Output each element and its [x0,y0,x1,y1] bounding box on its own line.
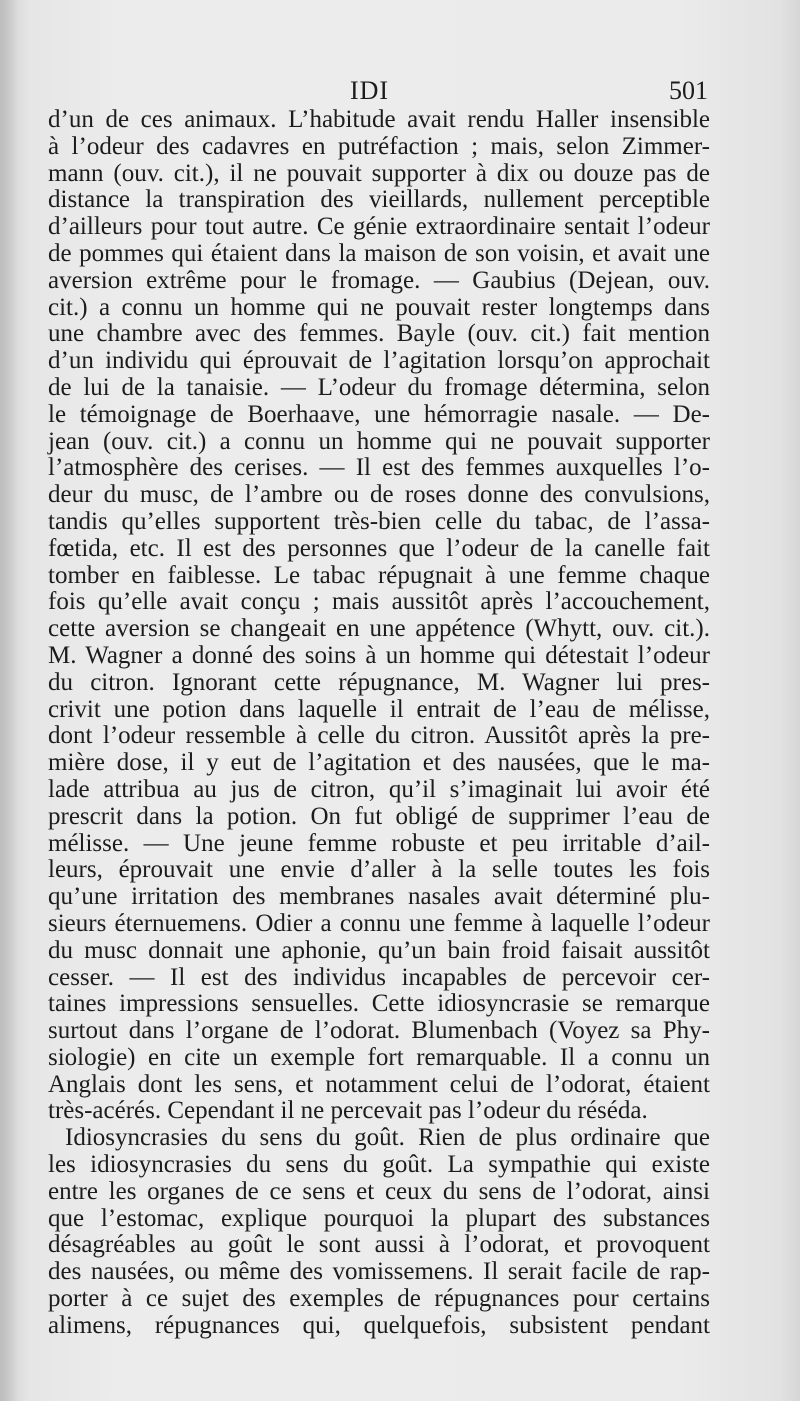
text-line: très-acérés. Cependant il ne percevait pas l’odeur du réséda. [48,1097,648,1125]
text-line: dont l’odeur ressemble à celle du citron. Aussitôt après la pre- [48,722,710,750]
text-line: tandis qu’elles supportent très-bien celle du tabac, de l’assa- [48,507,710,535]
text-line: mann (ouv. cit.), il ne pouvait supporter à dix ou douze pas de [48,159,710,187]
running-head: IDI [350,76,390,105]
body-text [48,107,710,1340]
text-line: jean (ouv. cit.) a connu un homme qui ne pouvait supporter [48,427,710,455]
text-line: Anglais dont les sens, et notamment celui de l’odorat, étaient [48,1070,710,1098]
text-line: fœtida, etc. Il est des personnes que l’odeur de la canelle fait [48,534,710,562]
text-line: du musc donnait une aphonie, qu’un bain froid faisait aussitôt [48,936,710,964]
page-header [48,76,708,110]
text-line: aversion extrême pour le fromage. — Gaubius (Dejean, ouv. [48,266,710,294]
text-line: d’un de ces animaux. L’habitude avait rendu Haller insensible [48,106,710,133]
section-heading-line: Idiosyncrasies du sens du goût. Rien de plus ordinaire que [65,1124,710,1152]
text-line: distance la transpiration des vieillards, nullement perceptible [48,186,710,214]
text-line: tomber en faiblesse. Le tabac répugnait à une femme chaque [48,561,710,589]
text-line: porter à ce sujet des exemples de répugnances pour certains [48,1285,710,1313]
page-number: 501 [669,76,708,105]
text-line: fois qu’elle avait conçu ; mais aussitôt après l’accouchement, [48,588,710,616]
text-line: désagréables au goût le sont aussi à l’odorat, et provoquent [48,1231,710,1259]
text-line: cette aversion se changeait en une appétence (Whytt, ouv. cit.). [48,615,710,643]
text-line: l’atmosphère des cerises. — Il est des femmes auxquelles l’o- [48,454,710,482]
text-line: le témoignage de Boerhaave, une hémorragie nasale. — De- [48,400,710,428]
text-line: les idiosyncrasies du sens du goût. La sympathie qui existe [48,1151,710,1179]
page-edge-shadow [0,0,18,1401]
text-line: qu’une irritation des membranes nasales avait déterminé plu- [48,883,710,911]
text-line: cesser. — Il est des individus incapables de percevoir cer- [48,963,710,991]
text-line: cit.) a connu un homme qui ne pouvait rester longtemps dans [48,293,710,321]
text-line: leurs, éprouvait une envie d’aller à la selle toutes les fois [48,856,710,884]
text-line: à l’odeur des cadavres en putréfaction ; mais, selon Zimmer- [48,132,710,160]
text-line: du citron. Ignorant cette répugnance, M. Wagner lui pres- [48,668,710,696]
text-line: surtout dans l’organe de l’odorat. Blumenbach (Voyez sa Phy- [48,1017,710,1045]
text-line: deur du musc, de l’ambre ou de roses donne des convulsions, [48,481,710,509]
text-line: des nausées, ou même des vomissemens. Il serait facile de rap- [48,1258,710,1286]
text-line: de pommes qui étaient dans la maison de son voisin, et avait une [48,239,710,267]
text-line: alimens, répugnances qui, quelquefois, subsistent pendant [48,1311,710,1339]
text-line: sieurs éternuemens. Odier a connu une femme à laquelle l’odeur [48,909,710,937]
text-line: lade attribua au jus de citron, qu’il s’imaginait lui avoir été [48,775,710,803]
text-line: taines impressions sensuelles. Cette idiosyncrasie se remarque [48,990,710,1018]
text-line: de lui de la tanaisie. — L’odeur du fromage détermina, selon [48,373,710,401]
text-line: M. Wagner a donné des soins à un homme qui détestait l’odeur [48,641,710,669]
text-line: d’un individu qui éprouvait de l’agitation lorsqu’on approchait [48,347,710,375]
text-line: prescrit dans la potion. On fut obligé de supprimer l’eau de [48,802,710,830]
text-line: une chambre avec des femmes. Bayle (ouv. cit.) fait mention [48,320,710,348]
text-line: entre les organes de ce sens et ceux du sens de l’odorat, ainsi [48,1177,710,1205]
text-line: mélisse. — Une jeune femme robuste et peu irritable d’ail- [48,829,710,857]
text-line: que l’estomac, explique pourquoi la plupart des substances [48,1204,710,1232]
text-line: d’ailleurs pour tout autre. Ce génie extraordinaire sentait l’odeur [48,213,710,241]
text-line: crivit une potion dans laquelle il entrait de l’eau de mélisse, [48,695,710,723]
text-line: siologie) en cite un exemple fort remarquable. Il a connu un [48,1043,710,1071]
text-line: mière dose, il y eut de l’agitation et des nausées, que le ma- [48,749,710,777]
